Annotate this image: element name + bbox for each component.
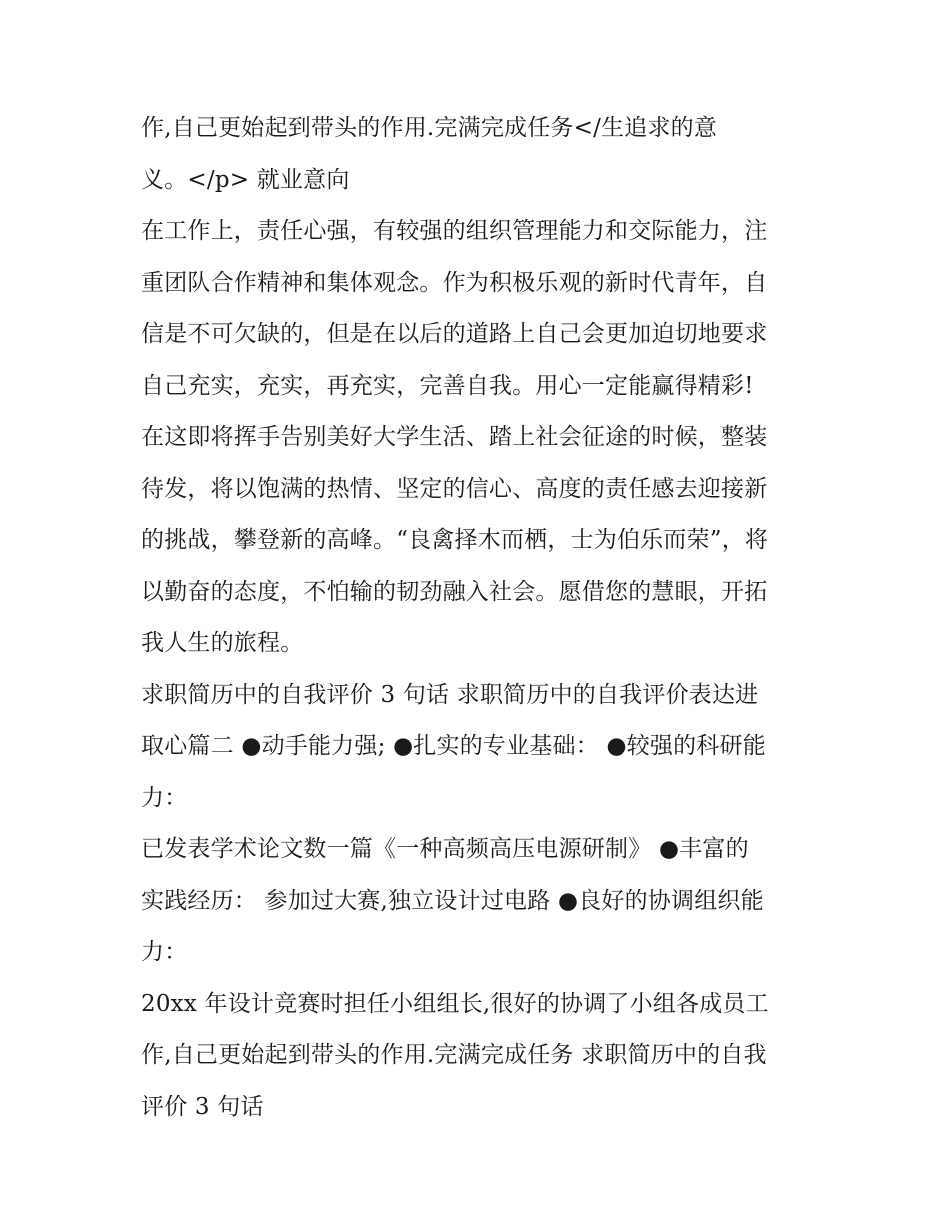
text-line: 在工作上，责任心强，有较强的组织管理能力和交际能力，注 — [141, 218, 768, 244]
text-line: 我人生的旅程。 — [141, 630, 304, 656]
text-line: 已发表学术论文数一篇《一种高频高压电源研制》 ●丰富的 — [141, 836, 749, 862]
text-line: 以勤奋的态度，不怕输的韧劲融入社会。愿借您的慧眼，开拓 — [141, 578, 768, 605]
text-line: 实践经历： 参加过大赛,独立设计过电路 ●良好的协调组织能 — [141, 887, 764, 914]
text-line: 重团队合作精神和集体观念。作为积极乐观的新时代青年，自 — [141, 269, 768, 296]
text-line: 作,自己更始起到带头的作用.完满完成任务</生追求的意 — [141, 115, 718, 141]
text-line: 义。</p> 就业意向 — [141, 166, 350, 193]
text-line: 力： — [141, 939, 188, 965]
text-line: 作,自己更始起到带头的作用.完满完成任务 求职简历中的自我 — [141, 1042, 767, 1068]
document-body — [141, 103, 821, 1133]
text-line: 求职简历中的自我评价 3 句话 求职简历中的自我评价表达进 — [141, 681, 759, 708]
text-line: 20xx 年设计竞赛时担任小组组长,很好的协调了小组各成员工 — [141, 990, 769, 1017]
text-line: 待发，将以饱满的热情、坚定的信心、高度的责任感去迎接新 — [141, 475, 768, 502]
text-line: 的挑战，攀登新的高峰。“良禽择木而栖，士为伯乐而荣”，将 — [141, 527, 769, 553]
text-line: 取心篇二 ●动手能力强; ●扎实的专业基础： ●较强的科研能 — [141, 733, 766, 759]
text-line: 信是不可欠缺的，但是在以后的道路上自己会更加迫切地要求 — [141, 321, 768, 347]
text-line: 在这即将挥手告别美好大学生活、踏上社会征途的时候，整装 — [141, 424, 768, 450]
text-line: 力： — [141, 784, 188, 811]
text-line: 自己充实，充实，再充实，完善自我。用心一定能赢得精彩! — [141, 372, 754, 399]
text-line: 评价 3 句话 — [141, 1093, 264, 1120]
